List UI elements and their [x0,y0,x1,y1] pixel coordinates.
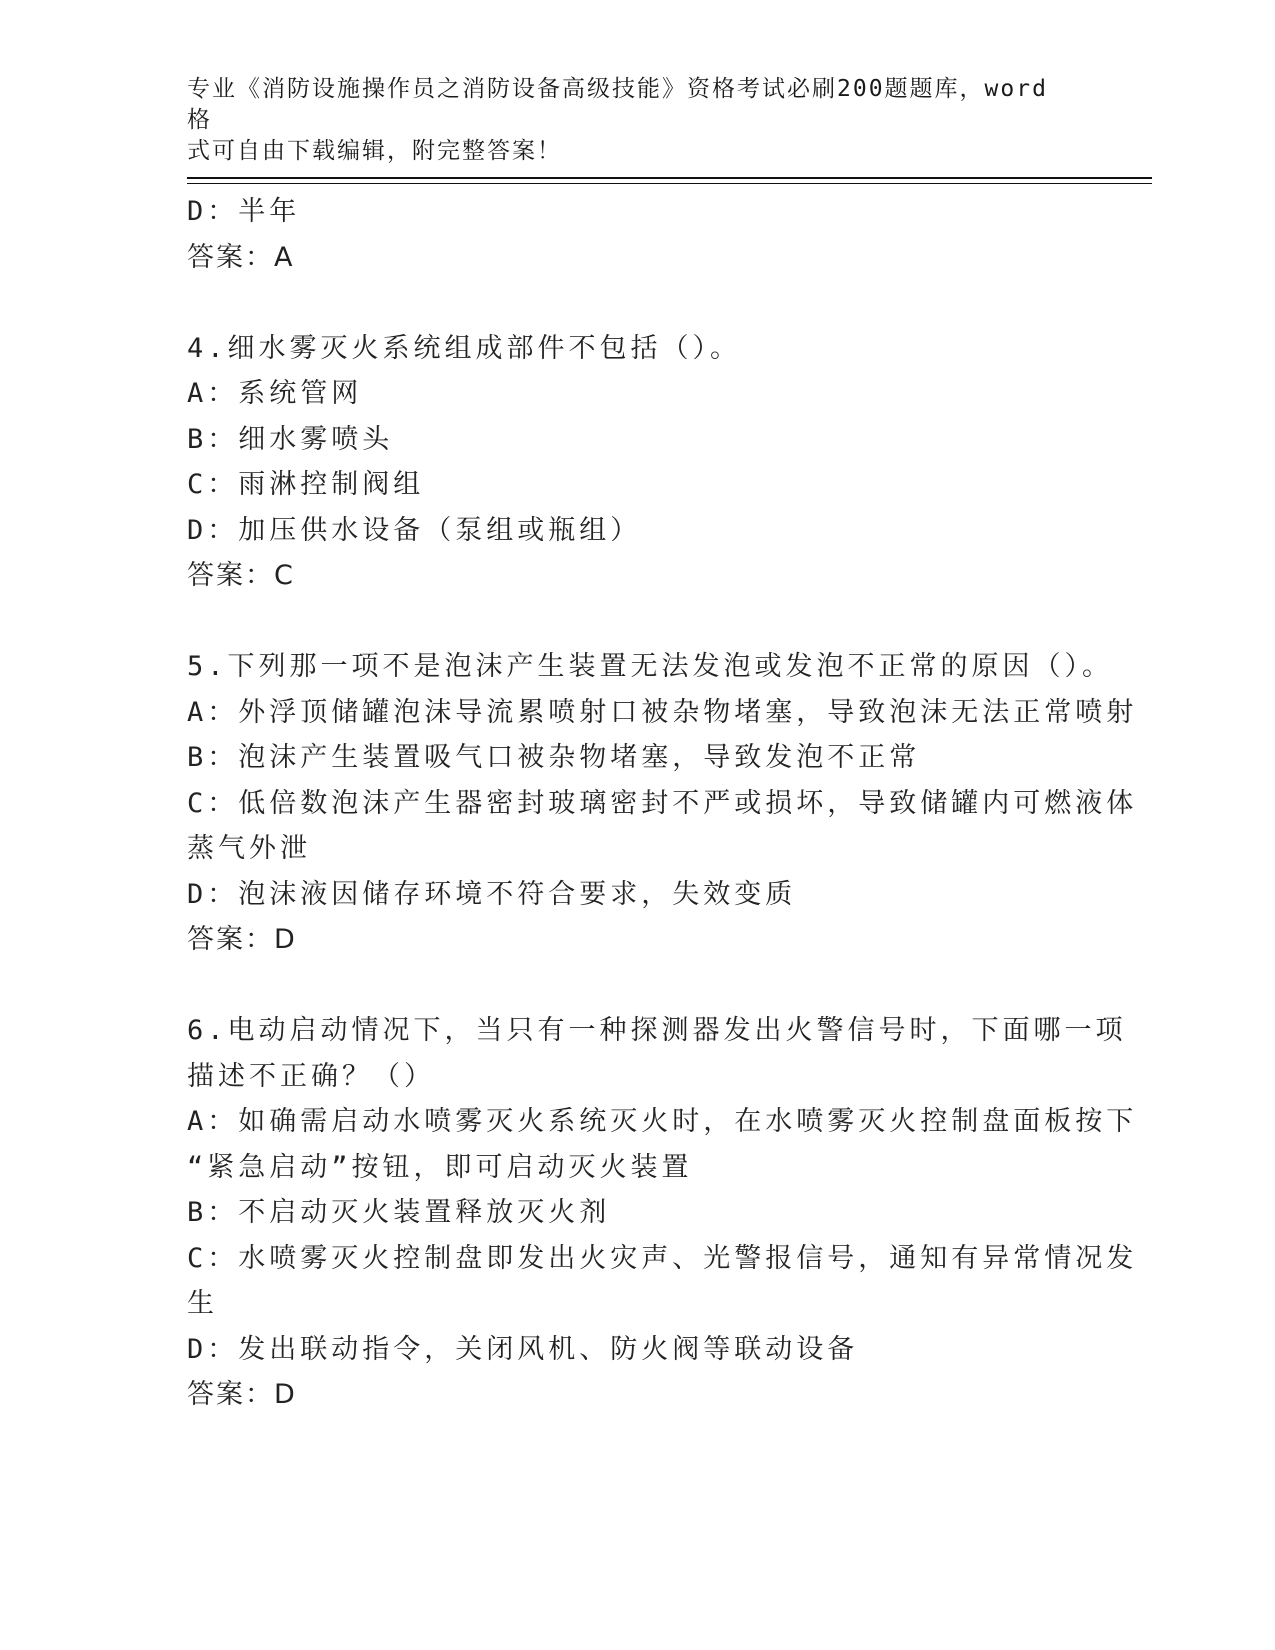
header-rule-thick [187,177,1152,179]
option-d: D：发出联动指令，关闭风机、防火阀等联动设备 [187,1333,859,1365]
option-c: C：雨淋控制阀组 [187,469,425,500]
question-stem: 5.下列那一项不是泡沫产生装置无法发泡或发泡不正常的原因（）。 [187,651,1114,682]
option-c: C：低倍数泡沫产生器密封玻璃密封不严或损坏，导致储罐内可燃液体 [187,787,1138,819]
previous-option-d: D：半年 [187,196,301,227]
spacer [187,599,1087,645]
question-6 [187,1008,1138,1418]
header-line-1: 专业《消防设施操作员之消防设备高级技能》资格考试必刷200题题库，word格 [187,76,1048,133]
question-content [187,189,1138,1418]
option-d: D：泡沫液因储存环境不符合要求，失效变质 [187,878,797,910]
option-d: D：加压供水设备（泵组或瓶组） [187,514,642,546]
option-a-continued: “紧急启动”按钮，即可启动灭火装置 [187,1151,693,1183]
option-c-continued: 生 [187,1288,218,1319]
spacer [187,280,1087,326]
question-stem: 4.细水雾灭火系统组成部件不包括（）。 [187,332,742,364]
option-a: A：外浮顶储罐泡沫导流累喷射口被杂物堵塞，导致泡沫无法正常喷射 [187,696,1138,728]
question-4 [187,326,1087,599]
header-rule-thin [187,183,1152,184]
previous-answer: 答案：A [187,241,295,273]
option-c-continued: 蒸气外泄 [187,833,311,864]
document-header [187,74,1067,167]
option-b: B：不启动灭火装置释放灭火剂 [187,1197,611,1228]
question-stem: 6.电动启动情况下，当只有一种探测器发出火警信号时，下面哪一项 [187,1015,1127,1046]
option-a: A：如确需启动水喷雾灭火系统灭火时，在水喷雾灭火控制盘面板按下 [187,1106,1138,1137]
option-c: C：水喷雾灭火控制盘即发出火灾声、光警报信号，通知有异常情况发 [187,1242,1138,1274]
option-b: B：细水雾喷头 [187,423,394,455]
answer: 答案：D [187,1379,297,1410]
question-stem-continued: 描述不正确？（） [187,1060,435,1092]
answer: 答案：C [187,560,295,591]
spacer [187,963,1087,1009]
option-a: A：系统管网 [187,378,363,409]
answer: 答案：D [187,924,297,955]
question-5 [187,644,1138,963]
option-b: B：泡沫产生装置吸气口被杂物堵塞，导致发泡不正常 [187,742,921,773]
header-line-2: 式可自由下载编辑，附完整答案！ [187,138,562,164]
